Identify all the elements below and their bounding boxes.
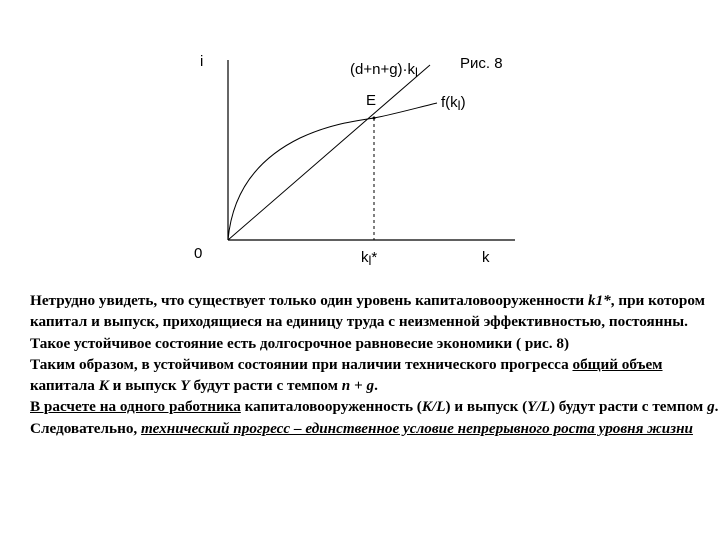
explanation-text: [30, 290, 720, 439]
x-axis-label: k: [482, 249, 490, 266]
paragraph-per-worker-growth: В расчете на одного работника капиталовооруженность (K/L) и выпуск (Y/L) будут расти с темпом g. Следовательно, технический прогресс – единственное условие непрерывного роста уровня жизни: [30, 398, 719, 437]
conclusion-text: технический прогресс – единственное условие непрерывного роста уровня жизни: [141, 419, 693, 437]
steady-state-point: [373, 117, 376, 120]
k-star-term: k1*: [587, 292, 611, 309]
y-axis-label: i: [200, 53, 204, 70]
origin-label: 0: [194, 245, 203, 262]
figure-caption: Рис. 8: [460, 55, 503, 72]
paragraph-total-growth: Таким образом, в устойчивом состоянии при наличии технического прогресса общий объем капитала K и выпуск Y будут расти с темпом n + g.: [30, 355, 663, 395]
k-star-label: kl*: [361, 249, 378, 268]
investment-line: [228, 65, 430, 240]
investment-line-label: (d+n+g)·kl: [350, 61, 418, 80]
production-curve-label: f(kl): [441, 94, 466, 113]
paragraph-steady-state: Нетрудно увидеть, что существует только один уровень капиталовооруженности k1*, при котором капитал и выпуск, приходящиеся на единицу труда с неизменной эффективностью, постоянны. Такое устойчивое состояние есть долгосрочное равновесие экономики ( рис. 8): [30, 292, 705, 352]
point-label: E: [366, 92, 377, 109]
production-curve: [228, 103, 437, 240]
